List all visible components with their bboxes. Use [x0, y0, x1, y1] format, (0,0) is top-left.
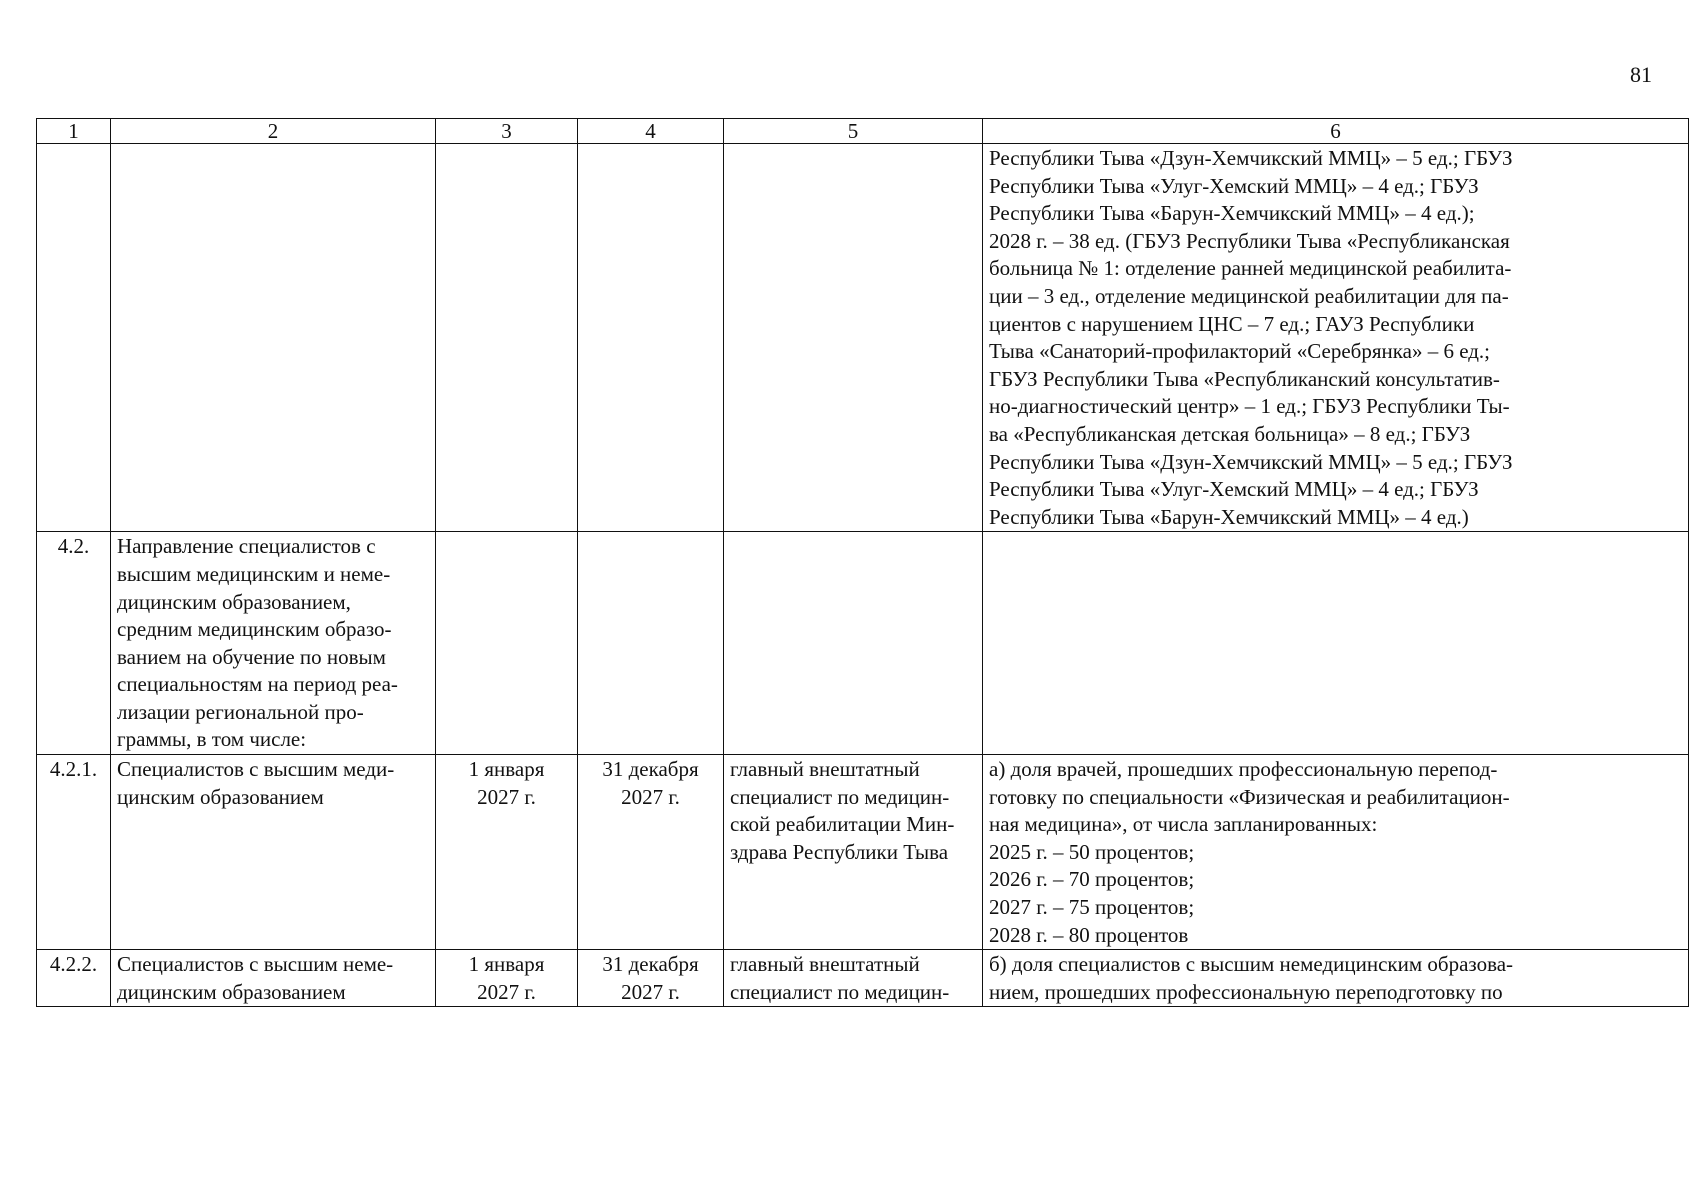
result-cell [983, 144, 1689, 532]
result-line: ва «Республиканская детская больница» – 8 ед.; ГБУЗ [989, 421, 1471, 446]
result-line: 2028 г. – 38 ед. (ГБУЗ Республики Тыва «Республиканская [989, 228, 1510, 253]
measures-table [36, 118, 1689, 1007]
col-header-3: 3 [436, 119, 578, 144]
result-line: Тыва «Санаторий-профилакторий «Серебрянка» – 6 ед.; [989, 339, 1491, 364]
table-row [37, 144, 1689, 532]
result-line: 2025 г. – 50 процентов; [989, 839, 1195, 864]
result-line: Республики Тыва «Улуг-Хемский ММЦ» – 4 ед.; ГБУЗ [989, 477, 1479, 502]
measure-name-line: граммы, в том числе: [117, 727, 307, 752]
col-header-2: 2 [111, 119, 436, 144]
header-row [37, 119, 1689, 144]
start-date-cell [436, 144, 578, 532]
result-line: 2026 г. – 70 процентов; [989, 867, 1195, 892]
row-number-cell: 4.2.1. [37, 755, 111, 950]
result-line: больница № 1: отделение ранней медицинской реабилита- [989, 256, 1512, 281]
result-line: ГБУЗ Республики Тыва «Республиканский консультатив- [989, 366, 1500, 391]
result-cell [983, 532, 1689, 755]
measure-name-cell [111, 950, 436, 1007]
responsible-line: специалист по медицин- [730, 784, 950, 809]
end-date-cell: 31 декабря 2027 г. [578, 755, 724, 950]
result-line: Республики Тыва «Улуг-Хемский ММЦ» – 4 ед.; ГБУЗ [989, 173, 1479, 198]
result-line: Республики Тыва «Дзун-Хемчикский ММЦ» – 5 ед.; ГБУЗ [989, 146, 1513, 170]
measure-name-line: дицинским образованием [117, 979, 346, 1004]
responsible-line: здрава Республики Тыва [730, 839, 949, 864]
row-number-cell: 4.2.2. [37, 950, 111, 1007]
start-date-cell: 1 января 2027 г. [436, 950, 578, 1007]
measure-name-line: цинским образованием [117, 784, 324, 809]
result-line: нием, прошедших профессиональную переподготовку по [989, 979, 1503, 1004]
measure-name-line: ванием на обучение по новым [117, 644, 386, 669]
result-line: ции – 3 ед., отделение медицинской реабилитации для па- [989, 283, 1509, 308]
measure-name-line: высшим медицинским и неме- [117, 561, 391, 586]
result-line: а) доля врачей, прошедших профессиональную перепод- [989, 757, 1498, 782]
result-line: 2028 г. – 80 процентов [989, 922, 1189, 947]
measure-name-cell [111, 144, 436, 532]
table-row [37, 950, 1689, 1007]
measure-name-line: Направление специалистов с [117, 534, 376, 559]
col-header-6: 6 [983, 119, 1689, 144]
page-number: 81 [1630, 62, 1652, 87]
responsible-cell [724, 950, 983, 1007]
responsible-cell [724, 144, 983, 532]
result-line: Республики Тыва «Дзун-Хемчикский ММЦ» – 5 ед.; ГБУЗ [989, 449, 1513, 474]
col-header-1: 1 [37, 119, 111, 144]
col-header-5: 5 [724, 119, 983, 144]
result-cell [983, 950, 1689, 1007]
col-header-4: 4 [578, 119, 724, 144]
measure-name-line: лизации региональной про- [117, 699, 364, 724]
responsible-line: ской реабилитации Мин- [730, 812, 955, 837]
responsible-line: специалист по медицин- [730, 979, 950, 1004]
row-number-cell: 4.2. [37, 532, 111, 755]
end-date-cell [578, 532, 724, 755]
measure-name-line: Специалистов с высшим неме- [117, 952, 394, 977]
result-line: но-диагностический центр» – 1 ед.; ГБУЗ Республики Ты- [989, 394, 1510, 419]
end-date-cell: 31 декабря 2027 г. [578, 950, 724, 1007]
measure-name-line: специальностям на период реа- [117, 672, 398, 697]
responsible-line: главный внештатный [730, 952, 920, 977]
result-line: Республики Тыва «Барун-Хемчикский ММЦ» – 4 ед.); [989, 201, 1475, 226]
result-line: готовку по специальности «Физическая и реабилитацион- [989, 784, 1510, 809]
result-line: ная медицина», от числа запланированных: [989, 812, 1378, 837]
measure-name-cell [111, 532, 436, 755]
measure-name-line: Специалистов с высшим меди- [117, 757, 395, 782]
start-date-cell [436, 532, 578, 755]
start-date-cell: 1 января 2027 г. [436, 755, 578, 950]
row-number-cell [37, 144, 111, 532]
result-line: б) доля специалистов с высшим немедицинским образова- [989, 952, 1514, 977]
result-line: 2027 г. – 75 процентов; [989, 895, 1195, 920]
measure-name-line: дицинским образованием, [117, 589, 351, 614]
responsible-line: главный внештатный [730, 757, 920, 782]
table-row [37, 532, 1689, 755]
responsible-cell [724, 532, 983, 755]
table-row [37, 755, 1689, 950]
result-cell [983, 755, 1689, 950]
responsible-cell [724, 755, 983, 950]
result-line: Республики Тыва «Барун-Хемчикский ММЦ» – 4 ед.) [989, 504, 1469, 529]
end-date-cell [578, 144, 724, 532]
measure-name-cell [111, 755, 436, 950]
result-line: циентов с нарушением ЦНС – 7 ед.; ГАУЗ Республики [989, 311, 1475, 336]
measure-name-line: средним медицинским образо- [117, 617, 392, 642]
